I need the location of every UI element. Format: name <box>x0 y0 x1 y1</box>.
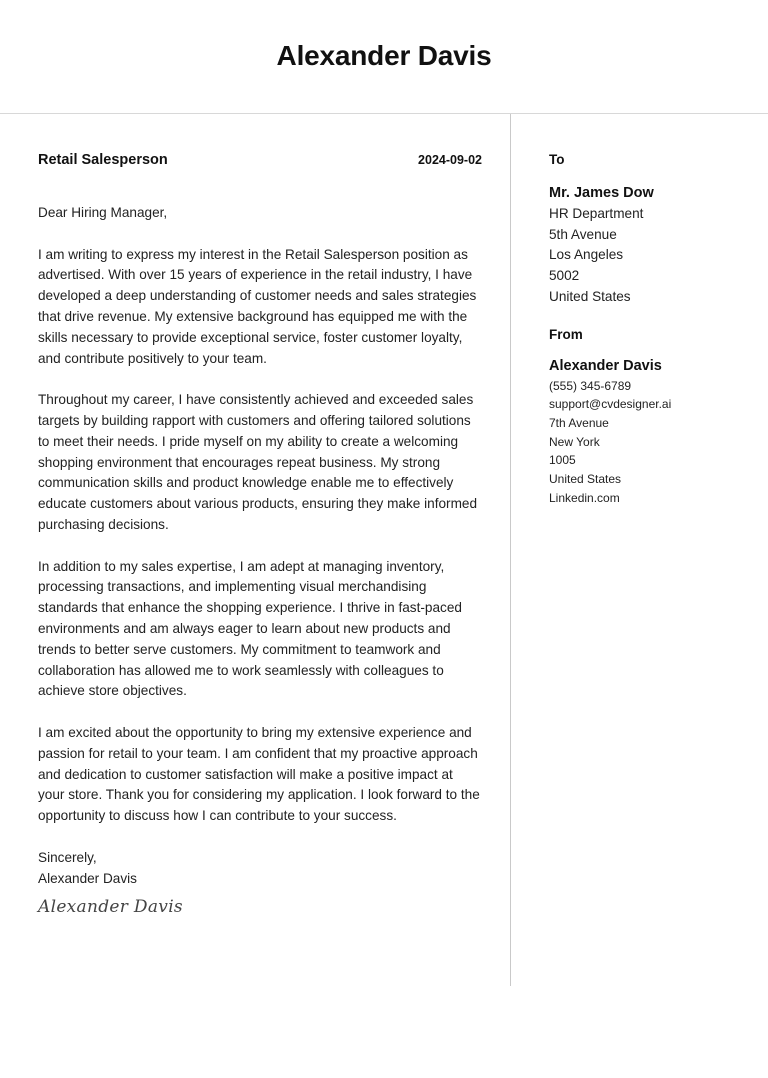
sender-postcode: 1005 <box>549 453 576 468</box>
applicant-name: Alexander Davis <box>276 40 492 71</box>
recipient-department: HR Department <box>549 205 644 221</box>
sender-name: Alexander Davis <box>549 357 662 374</box>
paragraph-2: Throughout my career, I have consistently achieved and exceeded sales targets by building rapport with customers and offering tailored solutions to meet their needs. I pride myself on my ability to create a welcoming shopping environment that encourages repeat business. My strong communication skills and product knowledge enable me to effectively educate customers about various products, ensuring they make informed purchasing decisions. <box>38 392 478 532</box>
sender-country: United States <box>549 472 622 487</box>
from-heading: From <box>549 326 583 342</box>
signature: Alexander Davis <box>38 897 183 918</box>
letter-header <box>0 0 768 114</box>
recipient-name: Mr. James Dow <box>549 185 654 201</box>
sender-website: Linkedin.com <box>549 490 620 505</box>
role-date-row <box>38 152 482 174</box>
sender-city: New York <box>549 434 600 449</box>
job-title: Retail Salesperson <box>38 152 168 168</box>
letter-date: 2024-09-02 <box>418 153 482 167</box>
paragraph-1: I am writing to express my interest in the Retail Salesperson position as advertised. With over 15 years of experience in the retail industry, I have developed a deep understanding of customer needs and sales strategies that drive revenue. My extensive background has equipped me with the skills necessary to provide exceptional service, foster customer loyalty, and contribute positively to your team. <box>38 246 477 366</box>
recipient-street: 5th Avenue <box>549 226 617 242</box>
letter-body <box>38 152 482 917</box>
sender-street: 7th Avenue <box>549 415 609 430</box>
recipient-country: United States <box>549 288 631 304</box>
recipient-postcode: 5002 <box>549 268 580 284</box>
salutation: Dear Hiring Manager, <box>38 205 168 220</box>
paragraph-3: In addition to my sales expertise, I am adept at managing inventory, processing transactions, and implementing visual merchandising standards that enhance the shopping experience. I thrive in fast-paced environments and am always eager to learn about new products and trends to better serve customers. My commitment to teamwork and collaboration has allowed me to work seamlessly with colleagues to achieve store objectives. <box>38 558 462 699</box>
closing: Sincerely, <box>38 849 97 865</box>
closing-name: Alexander Davis <box>38 870 137 886</box>
to-heading: To <box>549 152 565 167</box>
column-divider <box>510 114 511 986</box>
sender-email: support@cvdesigner.ai <box>549 397 672 412</box>
closing-block <box>38 848 482 890</box>
sender-phone: (555) 345-6789 <box>549 378 632 393</box>
contact-sidebar <box>549 152 749 508</box>
paragraph-4: I am excited about the opportunity to bring my extensive experience and passion for retail to your team. I am confident that my proactive approach and dedication to customer satisfaction will make a positive impact at your store. Thank you for considering my application. I look forward to the opportunity to discuss how I can contribute to your success. <box>38 724 480 824</box>
recipient-city: Los Angeles <box>549 247 624 263</box>
